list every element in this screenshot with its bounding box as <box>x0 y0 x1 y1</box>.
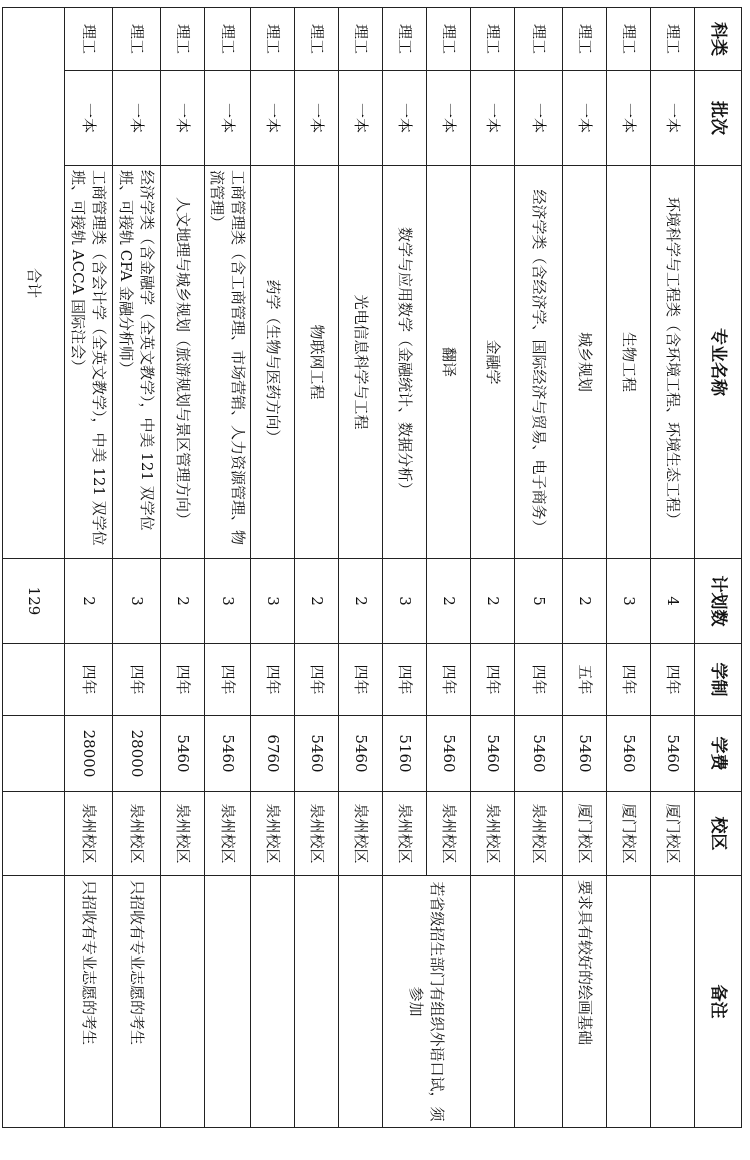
total-row <box>3 8 65 1128</box>
batch-cell: 一本 <box>607 71 651 166</box>
table-row <box>65 8 113 1128</box>
table-row <box>339 8 383 1128</box>
category-cell: 理工 <box>339 8 383 71</box>
major-cell: 物联网工程 <box>295 166 339 559</box>
category-cell: 理工 <box>113 8 161 71</box>
header-note: 备注 <box>695 876 742 1128</box>
note-cell-empty <box>651 876 695 1128</box>
fee-cell: 6760 <box>251 716 295 792</box>
years-cell: 四年 <box>161 644 205 716</box>
category-cell: 理工 <box>651 8 695 71</box>
header-campus: 校区 <box>695 792 742 876</box>
total-label: 合计 <box>3 8 65 559</box>
note-cell: 要求具有较好的绘画基础 <box>563 876 607 1128</box>
years-cell: 四年 <box>651 644 695 716</box>
plan-cell: 3 <box>113 559 161 644</box>
table-row <box>205 8 251 1128</box>
major-cell: 光电信息科学与工程 <box>339 166 383 559</box>
table-row <box>515 8 563 1128</box>
campus-cell: 泉州校区 <box>113 792 161 876</box>
campus-cell: 泉州校区 <box>161 792 205 876</box>
table-row <box>295 8 339 1128</box>
years-cell: 四年 <box>383 644 427 716</box>
years-cell: 四年 <box>515 644 563 716</box>
table-row <box>651 8 695 1128</box>
years-cell: 四年 <box>471 644 515 716</box>
table-row <box>113 8 161 1128</box>
admission-plan-table <box>2 7 742 1128</box>
note-cell-empty <box>471 876 515 1128</box>
note-cell: 只招收有专业志愿的考生 <box>113 876 161 1128</box>
header-row <box>695 8 742 1128</box>
years-cell: 四年 <box>607 644 651 716</box>
fee-cell: 5460 <box>161 716 205 792</box>
major-cell: 生物工程 <box>607 166 651 559</box>
fee-cell: 5460 <box>651 716 695 792</box>
campus-cell: 泉州校区 <box>427 792 471 876</box>
plan-cell: 2 <box>65 559 113 644</box>
table-row <box>563 8 607 1128</box>
years-cell: 四年 <box>251 644 295 716</box>
note-cell: 只招收有专业志愿的考生 <box>65 876 113 1128</box>
total-value: 129 <box>3 559 65 644</box>
campus-cell: 泉州校区 <box>295 792 339 876</box>
category-cell: 理工 <box>607 8 651 71</box>
note-cell-empty <box>607 876 651 1128</box>
table-row <box>251 8 295 1128</box>
fee-cell: 28000 <box>65 716 113 792</box>
plan-cell: 4 <box>651 559 695 644</box>
header-plan: 计划数 <box>695 559 742 644</box>
note-cell-empty <box>295 876 339 1128</box>
fee-cell: 5460 <box>427 716 471 792</box>
campus-cell: 厦门校区 <box>651 792 695 876</box>
major-cell: 翻译 <box>427 166 471 559</box>
campus-cell: 泉州校区 <box>251 792 295 876</box>
fee-cell: 5460 <box>339 716 383 792</box>
major-cell: 人文地理与城乡规划（旅游规划与景区管理方向） <box>161 166 205 559</box>
category-cell: 理工 <box>383 8 427 71</box>
plan-cell: 3 <box>205 559 251 644</box>
category-cell: 理工 <box>427 8 471 71</box>
category-cell: 理工 <box>471 8 515 71</box>
fee-cell: 28000 <box>113 716 161 792</box>
major-cell: 工商管理类（含工商管理、市场营销、人力资源管理、物流管理） <box>205 166 251 559</box>
plan-cell: 3 <box>607 559 651 644</box>
major-cell: 经济学类（含经济学、国际经济与贸易、电子商务） <box>515 166 563 559</box>
major-cell: 数学与应用数学（金融统计、数据分析） <box>383 166 427 559</box>
fee-cell: 5460 <box>515 716 563 792</box>
campus-cell: 厦门校区 <box>563 792 607 876</box>
campus-cell: 泉州校区 <box>205 792 251 876</box>
campus-cell: 泉州校区 <box>471 792 515 876</box>
table-row <box>471 8 515 1128</box>
note-cell-empty <box>339 876 383 1128</box>
plan-cell: 2 <box>427 559 471 644</box>
plan-cell: 3 <box>251 559 295 644</box>
batch-cell: 一本 <box>563 71 607 166</box>
header-years: 学制 <box>695 644 742 716</box>
plan-cell: 2 <box>563 559 607 644</box>
major-cell: 城乡规划 <box>563 166 607 559</box>
batch-cell: 一本 <box>295 71 339 166</box>
note-cell-empty <box>515 876 563 1128</box>
header-batch: 批次 <box>695 71 742 166</box>
years-cell: 四年 <box>65 644 113 716</box>
category-cell: 理工 <box>251 8 295 71</box>
batch-cell: 一本 <box>205 71 251 166</box>
batch-cell: 一本 <box>515 71 563 166</box>
campus-cell: 厦门校区 <box>607 792 651 876</box>
fee-cell: 5460 <box>205 716 251 792</box>
batch-cell: 一本 <box>471 71 515 166</box>
category-cell: 理工 <box>295 8 339 71</box>
campus-cell: 泉州校区 <box>339 792 383 876</box>
campus-cell: 泉州校区 <box>515 792 563 876</box>
table-row <box>161 8 205 1128</box>
major-cell: 药学（生物与医药方向） <box>251 166 295 559</box>
major-cell: 金融学 <box>471 166 515 559</box>
plan-cell: 5 <box>515 559 563 644</box>
batch-cell: 一本 <box>161 71 205 166</box>
years-cell: 四年 <box>295 644 339 716</box>
header-fee: 学费 <box>695 716 742 792</box>
plan-cell: 2 <box>471 559 515 644</box>
note-cell-empty <box>205 876 251 1128</box>
years-cell: 四年 <box>339 644 383 716</box>
major-cell: 环境科学与工程类（含环境工程、环境生态工程） <box>651 166 695 559</box>
plan-cell: 2 <box>339 559 383 644</box>
category-cell: 理工 <box>161 8 205 71</box>
years-cell: 四年 <box>205 644 251 716</box>
batch-cell: 一本 <box>251 71 295 166</box>
header-category: 科类 <box>695 8 742 71</box>
major-cell: 经济学类（含金融学（全英文教学），中美 121 双学位班、可接轨 CFA 金融分析师） <box>113 166 161 559</box>
batch-cell: 一本 <box>427 71 471 166</box>
note-cell-empty <box>251 876 295 1128</box>
note-cell: 若省级招生部门有组织外语口试，须参加 <box>383 876 471 1128</box>
plan-cell: 2 <box>295 559 339 644</box>
fee-cell: 5460 <box>607 716 651 792</box>
category-cell: 理工 <box>205 8 251 71</box>
category-cell: 理工 <box>563 8 607 71</box>
fee-cell: 5460 <box>471 716 515 792</box>
category-cell: 理工 <box>65 8 113 71</box>
batch-cell: 一本 <box>651 71 695 166</box>
batch-cell: 一本 <box>65 71 113 166</box>
years-cell: 五年 <box>563 644 607 716</box>
major-cell: 工商管理类（含会计学（全英文教学），中美 121 双学位班、可接轨 ACCA 国际注会） <box>65 166 113 559</box>
fee-cell: 5160 <box>383 716 427 792</box>
plan-cell: 3 <box>383 559 427 644</box>
years-cell: 四年 <box>427 644 471 716</box>
category-cell: 理工 <box>515 8 563 71</box>
batch-cell: 一本 <box>113 71 161 166</box>
note-cell-empty <box>161 876 205 1128</box>
campus-cell: 泉州校区 <box>383 792 427 876</box>
fee-cell: 5460 <box>295 716 339 792</box>
fee-cell: 5460 <box>563 716 607 792</box>
campus-cell: 泉州校区 <box>65 792 113 876</box>
batch-cell: 一本 <box>339 71 383 166</box>
table-row <box>427 8 471 1128</box>
years-cell: 四年 <box>113 644 161 716</box>
batch-cell: 一本 <box>383 71 427 166</box>
header-major: 专业名称 <box>695 166 742 559</box>
plan-cell: 2 <box>161 559 205 644</box>
table-row <box>607 8 651 1128</box>
